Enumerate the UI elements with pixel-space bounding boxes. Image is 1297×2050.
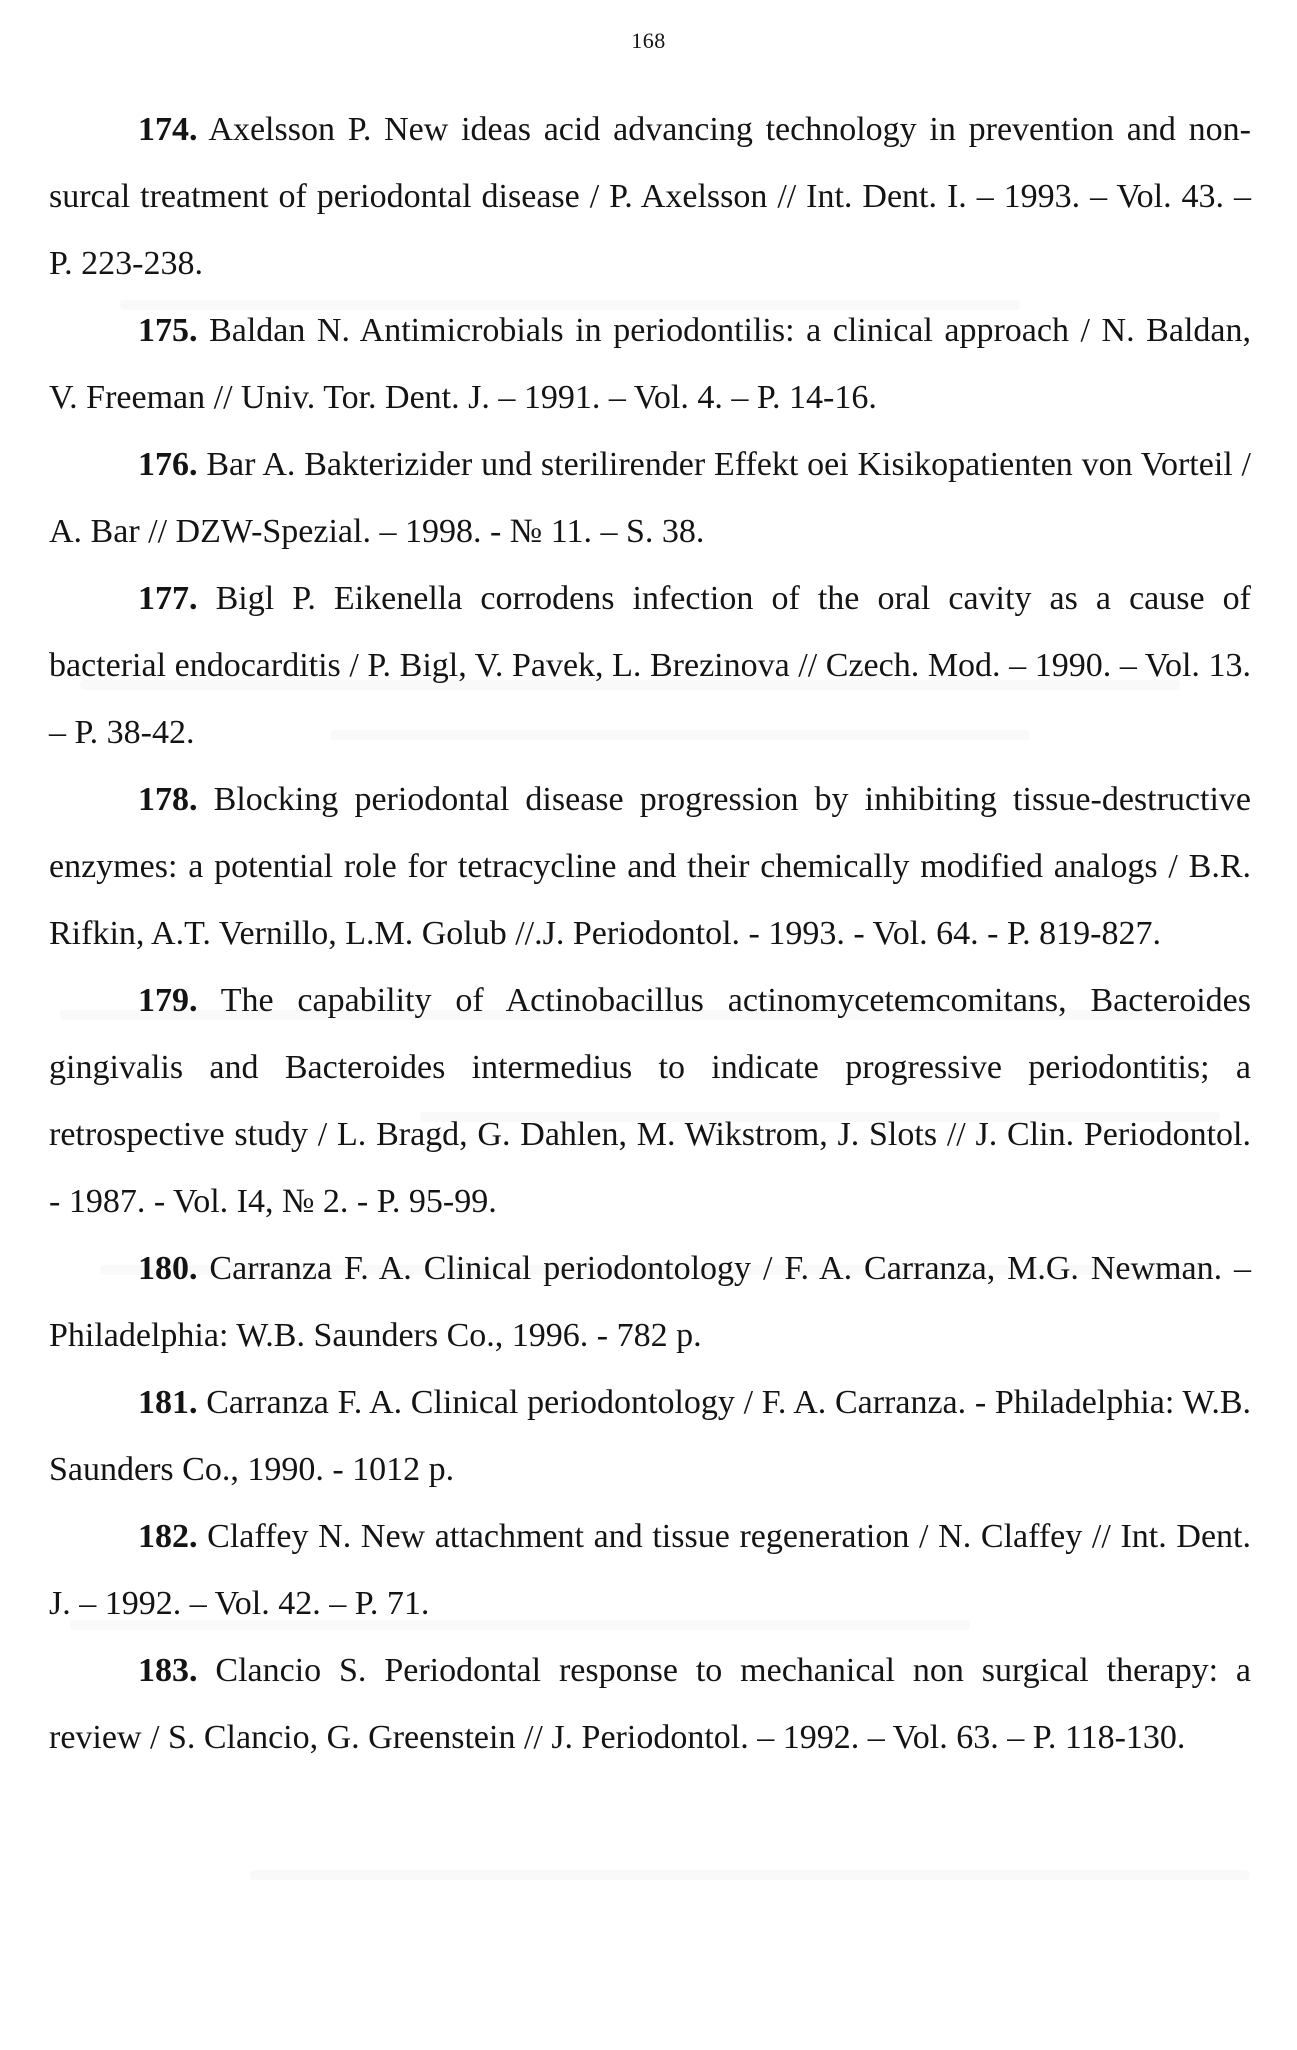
reference-item xyxy=(49,1503,1251,1637)
reference-number: 180. xyxy=(138,1250,198,1287)
reference-text: Baldan N. Antimicrobials in periodontilis: a clinical approach / N. Baldan, V. Freeman // Univ. Tor. Dent. J. – 1991. – Vol. 4. – P. 14-16. xyxy=(49,312,1251,416)
reference-number: 181. xyxy=(138,1384,198,1421)
page-number: 168 xyxy=(631,28,666,53)
reference-text: Bar A. Bakterizider und sterilirender Effekt oei Kisikopatienten von Vorteil / A. Bar // DZW-Spezial. – 1998. - № 11. – S. 38. xyxy=(49,446,1251,550)
reference-number: 175. xyxy=(138,312,198,349)
reference-text: Carranza F. A. Clinical periodontology / F. A. Carranza. - Philadelphia: W.B. Saunders Co., 1990. - 1012 p. xyxy=(49,1384,1251,1488)
reference-item xyxy=(49,297,1251,431)
reference-item xyxy=(49,96,1251,297)
reference-number: 176. xyxy=(138,446,198,483)
reference-item xyxy=(49,1369,1251,1503)
reference-item xyxy=(49,1235,1251,1369)
reference-item xyxy=(49,766,1251,967)
reference-text: Clancio S. Periodontal response to mechanical non surgical therapy: a review / S. Clancio, G. Greenstein // J. Periodontol. – 1992. – Vol. 63. – P. 118-130. xyxy=(49,1652,1251,1756)
reference-text: Blocking periodontal disease progression by inhibiting tissue-destructive enzymes: a potential role for tetracycline and their chemically modified analogs / B.R. Rifkin, A.T. Vernillo, L.M. Golub //.J. Periodontol. - 1993. - Vol. 64. - P. 819-827. xyxy=(49,781,1251,952)
reference-number: 174. xyxy=(138,111,198,148)
reference-text: Carranza F. A. Clinical periodontology / F. A. Carranza, M.G. Newman. –Philadelphia: W.B. Saunders Co., 1996. - 782 p. xyxy=(49,1250,1251,1354)
reference-number: 182. xyxy=(138,1518,198,1555)
reference-number: 178. xyxy=(138,781,198,818)
reference-item xyxy=(49,565,1251,766)
reference-number: 183. xyxy=(138,1652,198,1689)
reference-list xyxy=(49,96,1251,1771)
reference-number: 177. xyxy=(138,580,198,617)
reference-item xyxy=(49,967,1251,1235)
reference-text: The capability of Actinobacillus actinomycetemcomitans, Bacteroides gingivalis and Bacteroides intermedius to indicate progressive periodontitis; a retrospective study / L. Bragd, G. Dahlen, M. Wikstrom, J. Slots // J. Clin. Periodontol. - 1987. - Vol. I4, № 2. - P. 95-99. xyxy=(49,982,1251,1220)
reference-text: Bigl P. Eikenella corrodens infection of the oral cavity as a cause of bacterial endocarditis / P. Bigl, V. Pavek, L. Brezinova // Czech. Mod. – 1990. – Vol. 13. – P. 38-42. xyxy=(49,580,1251,751)
reference-item xyxy=(49,1637,1251,1771)
reference-number: 179. xyxy=(138,982,198,1019)
reference-text: Axelsson P. New ideas acid advancing technology in prevention and non-surcal treatment of periodontal disease / P. Axelsson // Int. Dent. I. – 1993. – Vol. 43. – P. 223-238. xyxy=(49,111,1251,282)
reference-item xyxy=(49,431,1251,565)
reference-text: Claffey N. New attachment and tissue regeneration / N. Claffey // Int. Dent. J. – 1992. – Vol. 42. – P. 71. xyxy=(49,1518,1251,1622)
